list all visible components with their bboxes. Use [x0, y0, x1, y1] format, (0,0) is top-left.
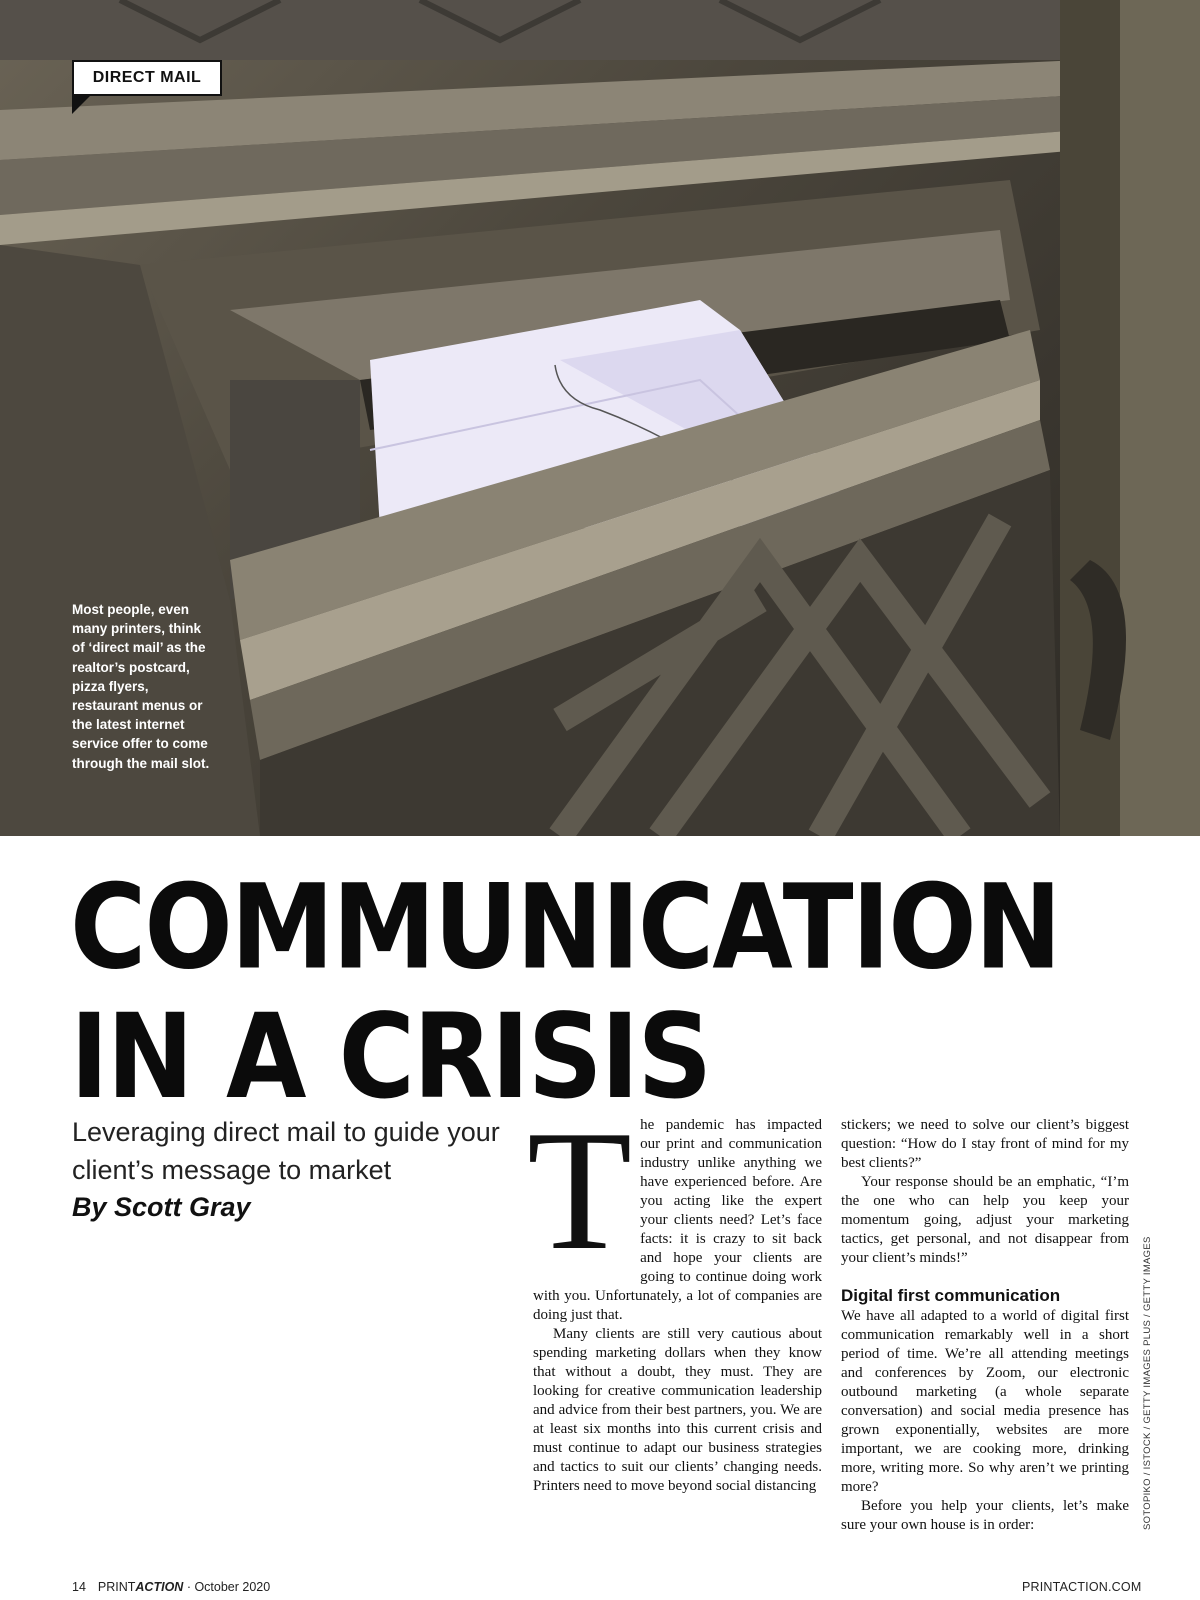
- byline: By Scott Gray: [72, 1192, 251, 1222]
- body-paragraph: stickers; we need to solve our client’s biggest question: “How do I stay front of mind for my best clients?”: [841, 1117, 1129, 1171]
- body-column-1: [527, 1096, 822, 1496]
- subhead: Digital first communication: [841, 1286, 1061, 1305]
- headline: [70, 858, 1150, 1126]
- section-tag-notch: [72, 96, 90, 114]
- body-paragraph-text: he pandemic has impacted our print and communication industry unlike anything we have experienced before. Are you acting like the expert your clients need? Let’s face facts: it is crazy to sit back and hope your clients are going to continue doing work with you. Unfortunately, a lot of companies are doing just that.: [533, 1117, 822, 1323]
- website-url[interactable]: PRINTACTION.COM: [1022, 1580, 1142, 1594]
- page-number: 14: [72, 1580, 86, 1594]
- photo-caption: Most people, even many printers, think of ‘direct mail’ as the realtor’s postcard, pizza flyers, restaurant menus or the latest internet service offer to come through the mail slot.: [72, 602, 210, 771]
- body-paragraph: [527, 1096, 822, 1325]
- body-paragraph: Before you help your clients, let’s make sure your own house is in order:: [841, 1498, 1129, 1533]
- headline-line-2: IN A CRISIS: [70, 988, 711, 1126]
- body-paragraph: Many clients are still very cautious about spending marketing dollars when they know that without a doubt, they must. They are looking for creative communication leadership and advice from their best partners, you. We are at least six months into this current crisis and must continue to adapt our business strategies and tactics to suit our clients’ changing needs. Printers need to move beyond social distancing: [533, 1326, 822, 1494]
- headline-line-1: COMMUNICATION: [70, 858, 1060, 996]
- section-tag: DIRECT MAIL: [72, 60, 222, 96]
- deck-subtitle: Leveraging direct mail to guide your client’s message to market: [72, 1117, 500, 1185]
- brand-print: PRINT: [97, 1580, 136, 1594]
- issue-date: · October 2020: [186, 1580, 271, 1594]
- photo-credit: SOTOPIKO / ISTOCK / GETTY IMAGES PLUS / GETTY IMAGES: [1142, 1236, 1153, 1530]
- footer-left: [72, 1580, 270, 1594]
- brand-action: ACTION: [135, 1580, 184, 1594]
- body-paragraph: Your response should be an emphatic, “I’m the one who can help you keep your momentum going, adjust your marketing tactics, get personal, and not disappear from your client’s minds!”: [841, 1174, 1129, 1266]
- body-column-2: [841, 1116, 1129, 1535]
- body-paragraph: We have all adapted to a world of digital first communication remarkably well in a short period of time. We’re all attending meetings and conferences by Zoom, our electronic outbound marketing (a whole separate conversation) and social media presence has grown exponentially, websites are more important, we are cooking more, drinking more, writing more. So why aren’t we printing more?: [841, 1308, 1129, 1495]
- drop-cap: T: [527, 1096, 633, 1286]
